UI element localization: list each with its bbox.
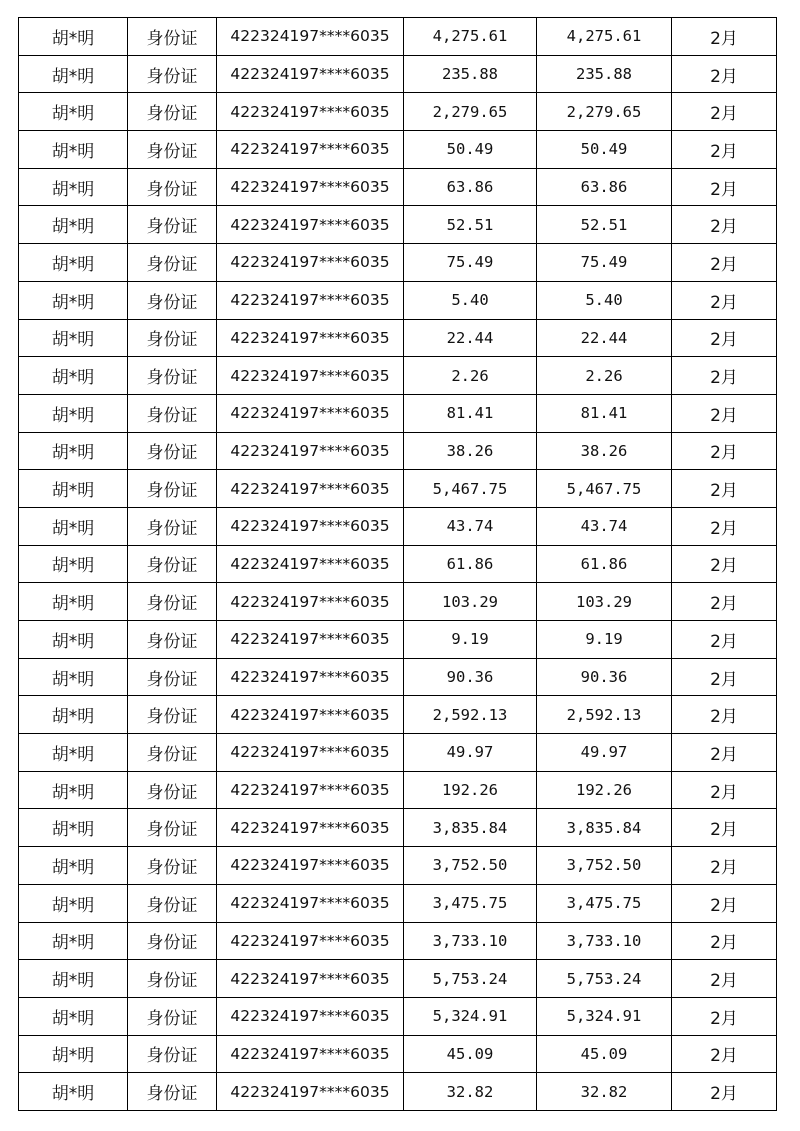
amount-cell-2: 2,279.65 [537,93,672,131]
month-cell: 2月 [672,281,777,319]
name-cell: 胡*明 [19,244,128,282]
name-cell: 胡*明 [19,131,128,169]
table-row [19,394,777,432]
month-cell: 2月 [672,319,777,357]
id-type-cell: 身份证 [128,470,217,508]
id-type-cell: 身份证 [128,545,217,583]
amount-cell: 2,279.65 [404,93,537,131]
month-cell: 2月 [672,771,777,809]
month-cell: 2月 [672,507,777,545]
id-number-cell: 422324197****6035 [217,432,404,470]
name-cell: 胡*明 [19,18,128,56]
table-row [19,621,777,659]
table-row [19,696,777,734]
id-number-cell: 422324197****6035 [217,696,404,734]
table-row [19,206,777,244]
amount-cell: 45.09 [404,1035,537,1073]
id-number-cell: 422324197****6035 [217,621,404,659]
id-number-cell: 422324197****6035 [217,55,404,93]
id-number-cell: 422324197****6035 [217,545,404,583]
name-cell: 胡*明 [19,1035,128,1073]
name-cell: 胡*明 [19,771,128,809]
amount-cell-2: 2.26 [537,357,672,395]
name-cell: 胡*明 [19,55,128,93]
table-row [19,771,777,809]
id-type-cell: 身份证 [128,319,217,357]
month-cell: 2月 [672,55,777,93]
table-row [19,583,777,621]
name-cell: 胡*明 [19,507,128,545]
amount-cell: 90.36 [404,658,537,696]
id-type-cell: 身份证 [128,206,217,244]
id-number-cell: 422324197****6035 [217,470,404,508]
month-cell: 2月 [672,922,777,960]
amount-cell: 5,753.24 [404,960,537,998]
amount-cell-2: 3,475.75 [537,884,672,922]
table-row [19,470,777,508]
id-number-cell: 422324197****6035 [217,394,404,432]
id-number-cell: 422324197****6035 [217,244,404,282]
id-number-cell: 422324197****6035 [217,319,404,357]
amount-cell: 43.74 [404,507,537,545]
id-number-cell: 422324197****6035 [217,884,404,922]
id-number-cell: 422324197****6035 [217,658,404,696]
amount-cell: 38.26 [404,432,537,470]
amount-cell: 5,467.75 [404,470,537,508]
amount-cell: 3,752.50 [404,847,537,885]
amount-cell-2: 75.49 [537,244,672,282]
amount-cell-2: 32.82 [537,1073,672,1111]
amount-cell-2: 192.26 [537,771,672,809]
amount-cell-2: 5,753.24 [537,960,672,998]
id-number-cell: 422324197****6035 [217,997,404,1035]
table-row [19,847,777,885]
month-cell: 2月 [672,206,777,244]
table-row [19,319,777,357]
amount-cell-2: 22.44 [537,319,672,357]
amount-cell-2: 38.26 [537,432,672,470]
amount-cell: 75.49 [404,244,537,282]
table-row [19,507,777,545]
id-type-cell: 身份证 [128,771,217,809]
id-number-cell: 422324197****6035 [217,771,404,809]
id-type-cell: 身份证 [128,847,217,885]
name-cell: 胡*明 [19,394,128,432]
table-row [19,281,777,319]
table-row [19,357,777,395]
name-cell: 胡*明 [19,809,128,847]
id-type-cell: 身份证 [128,18,217,56]
records-table [18,17,777,1111]
id-number-cell: 422324197****6035 [217,168,404,206]
amount-cell: 63.86 [404,168,537,206]
name-cell: 胡*明 [19,583,128,621]
amount-cell-2: 235.88 [537,55,672,93]
amount-cell-2: 3,752.50 [537,847,672,885]
name-cell: 胡*明 [19,696,128,734]
id-type-cell: 身份证 [128,55,217,93]
amount-cell: 3,835.84 [404,809,537,847]
id-number-cell: 422324197****6035 [217,734,404,772]
id-type-cell: 身份证 [128,997,217,1035]
table-row [19,18,777,56]
id-number-cell: 422324197****6035 [217,507,404,545]
table-row [19,244,777,282]
month-cell: 2月 [672,545,777,583]
amount-cell-2: 2,592.13 [537,696,672,734]
name-cell: 胡*明 [19,658,128,696]
month-cell: 2月 [672,93,777,131]
month-cell: 2月 [672,960,777,998]
amount-cell-2: 9.19 [537,621,672,659]
month-cell: 2月 [672,470,777,508]
id-number-cell: 422324197****6035 [217,847,404,885]
id-type-cell: 身份证 [128,1073,217,1111]
id-type-cell: 身份证 [128,960,217,998]
amount-cell-2: 5,467.75 [537,470,672,508]
name-cell: 胡*明 [19,847,128,885]
month-cell: 2月 [672,1073,777,1111]
id-type-cell: 身份证 [128,583,217,621]
amount-cell: 32.82 [404,1073,537,1111]
id-type-cell: 身份证 [128,394,217,432]
amount-cell: 22.44 [404,319,537,357]
amount-cell-2: 45.09 [537,1035,672,1073]
amount-cell: 9.19 [404,621,537,659]
amount-cell-2: 4,275.61 [537,18,672,56]
amount-cell-2: 3,733.10 [537,922,672,960]
id-type-cell: 身份证 [128,93,217,131]
id-number-cell: 422324197****6035 [217,922,404,960]
name-cell: 胡*明 [19,997,128,1035]
id-type-cell: 身份证 [128,884,217,922]
id-number-cell: 422324197****6035 [217,206,404,244]
month-cell: 2月 [672,432,777,470]
table-row [19,809,777,847]
name-cell: 胡*明 [19,960,128,998]
amount-cell-2: 61.86 [537,545,672,583]
table-row [19,734,777,772]
id-type-cell: 身份证 [128,696,217,734]
table-row [19,131,777,169]
month-cell: 2月 [672,1035,777,1073]
month-cell: 2月 [672,168,777,206]
month-cell: 2月 [672,809,777,847]
name-cell: 胡*明 [19,206,128,244]
name-cell: 胡*明 [19,281,128,319]
month-cell: 2月 [672,394,777,432]
id-number-cell: 422324197****6035 [217,1035,404,1073]
amount-cell-2: 5.40 [537,281,672,319]
id-number-cell: 422324197****6035 [217,583,404,621]
name-cell: 胡*明 [19,545,128,583]
id-type-cell: 身份证 [128,621,217,659]
id-type-cell: 身份证 [128,734,217,772]
table-row [19,432,777,470]
amount-cell: 5.40 [404,281,537,319]
id-type-cell: 身份证 [128,507,217,545]
month-cell: 2月 [672,884,777,922]
amount-cell: 81.41 [404,394,537,432]
name-cell: 胡*明 [19,168,128,206]
id-number-cell: 422324197****6035 [217,281,404,319]
table-row [19,922,777,960]
id-type-cell: 身份证 [128,658,217,696]
amount-cell: 3,733.10 [404,922,537,960]
id-number-cell: 422324197****6035 [217,93,404,131]
amount-cell: 49.97 [404,734,537,772]
month-cell: 2月 [672,847,777,885]
table-row [19,1035,777,1073]
amount-cell: 4,275.61 [404,18,537,56]
amount-cell-2: 3,835.84 [537,809,672,847]
month-cell: 2月 [672,621,777,659]
id-type-cell: 身份证 [128,131,217,169]
table-row [19,658,777,696]
amount-cell-2: 103.29 [537,583,672,621]
id-type-cell: 身份证 [128,357,217,395]
month-cell: 2月 [672,658,777,696]
id-number-cell: 422324197****6035 [217,357,404,395]
month-cell: 2月 [672,244,777,282]
month-cell: 2月 [672,18,777,56]
id-type-cell: 身份证 [128,1035,217,1073]
table-row [19,168,777,206]
amount-cell-2: 52.51 [537,206,672,244]
name-cell: 胡*明 [19,922,128,960]
amount-cell: 192.26 [404,771,537,809]
amount-cell: 50.49 [404,131,537,169]
amount-cell: 103.29 [404,583,537,621]
id-type-cell: 身份证 [128,168,217,206]
table-row [19,884,777,922]
amount-cell-2: 81.41 [537,394,672,432]
id-number-cell: 422324197****6035 [217,809,404,847]
name-cell: 胡*明 [19,357,128,395]
month-cell: 2月 [672,734,777,772]
amount-cell: 3,475.75 [404,884,537,922]
amount-cell: 61.86 [404,545,537,583]
amount-cell-2: 49.97 [537,734,672,772]
id-type-cell: 身份证 [128,922,217,960]
amount-cell: 52.51 [404,206,537,244]
amount-cell: 5,324.91 [404,997,537,1035]
records-table-body [19,18,777,1111]
name-cell: 胡*明 [19,432,128,470]
table-row [19,545,777,583]
id-type-cell: 身份证 [128,432,217,470]
id-number-cell: 422324197****6035 [217,960,404,998]
table-row [19,997,777,1035]
month-cell: 2月 [672,997,777,1035]
name-cell: 胡*明 [19,621,128,659]
id-number-cell: 422324197****6035 [217,1073,404,1111]
id-number-cell: 422324197****6035 [217,18,404,56]
id-number-cell: 422324197****6035 [217,131,404,169]
amount-cell-2: 43.74 [537,507,672,545]
name-cell: 胡*明 [19,470,128,508]
amount-cell-2: 5,324.91 [537,997,672,1035]
month-cell: 2月 [672,131,777,169]
amount-cell: 2,592.13 [404,696,537,734]
name-cell: 胡*明 [19,884,128,922]
month-cell: 2月 [672,583,777,621]
amount-cell: 2.26 [404,357,537,395]
month-cell: 2月 [672,696,777,734]
table-row [19,93,777,131]
id-type-cell: 身份证 [128,809,217,847]
amount-cell-2: 90.36 [537,658,672,696]
name-cell: 胡*明 [19,1073,128,1111]
amount-cell: 235.88 [404,55,537,93]
name-cell: 胡*明 [19,93,128,131]
table-row [19,960,777,998]
name-cell: 胡*明 [19,319,128,357]
name-cell: 胡*明 [19,734,128,772]
id-type-cell: 身份证 [128,281,217,319]
table-row [19,1073,777,1111]
month-cell: 2月 [672,357,777,395]
amount-cell-2: 50.49 [537,131,672,169]
amount-cell-2: 63.86 [537,168,672,206]
table-row [19,55,777,93]
id-type-cell: 身份证 [128,244,217,282]
